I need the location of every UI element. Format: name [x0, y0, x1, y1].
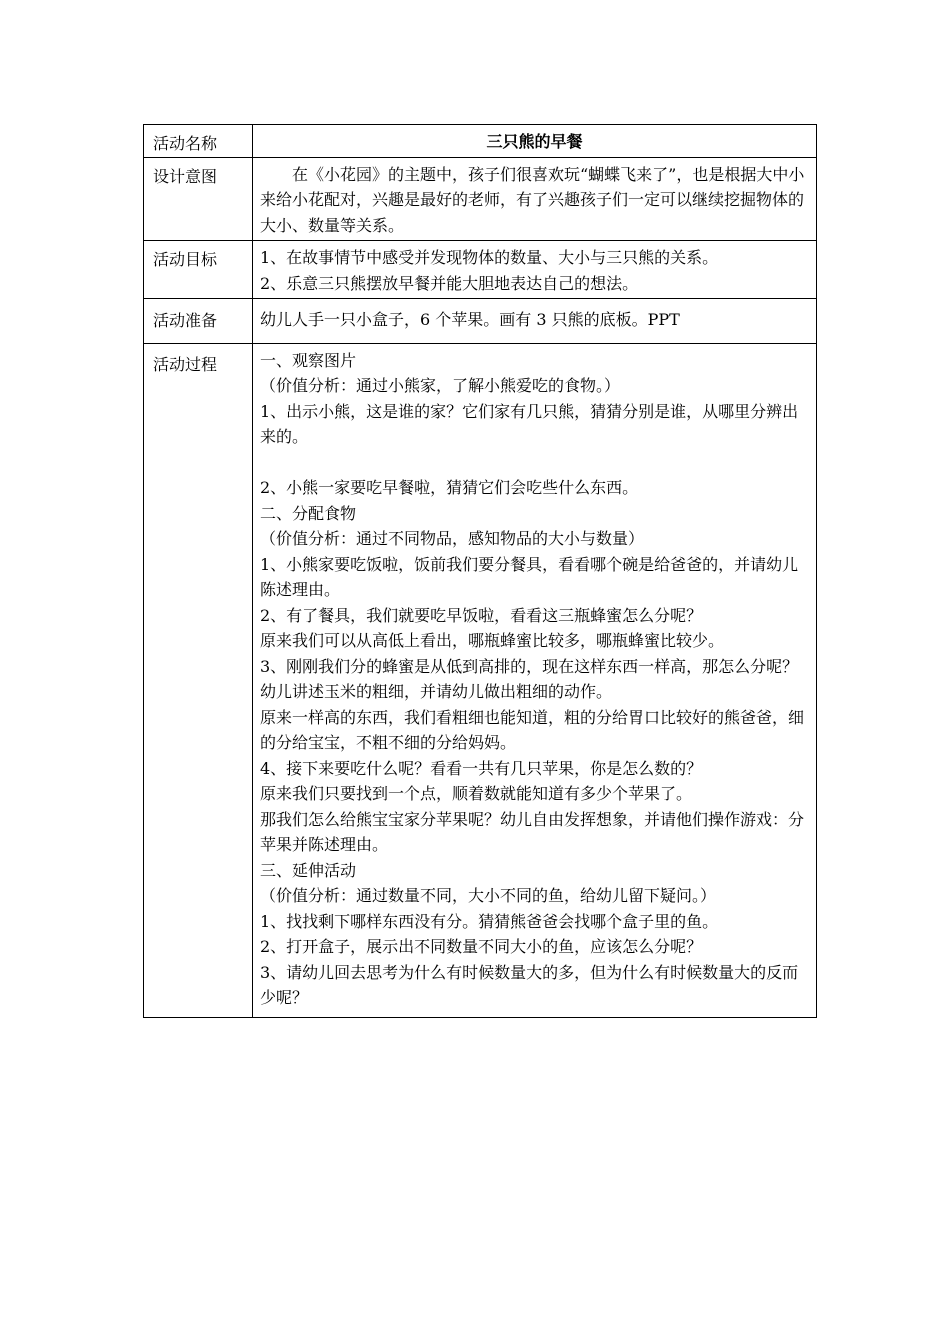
goal-line: 1、在故事情节中感受并发现物体的数量、大小与三只熊的关系。: [260, 248, 719, 267]
row-design-intent: [144, 157, 817, 241]
label-activity-process: 活动过程: [144, 343, 253, 1017]
process-line: 2、打开盒子，展示出不同数量不同大小的鱼，应该怎么分呢？: [260, 937, 703, 956]
row-activity-process: [144, 343, 817, 1017]
process-line: 那我们怎么给熊宝宝家分苹果呢？幼儿自由发挥想象，并请他们操作游戏：分: [260, 809, 805, 829]
activity-goals-cell: [253, 241, 817, 299]
process-line: 陈述理由。: [260, 580, 341, 599]
process-line: 的分给宝宝，不粗不细的分给妈妈。: [260, 733, 517, 752]
row-activity-name: [144, 125, 817, 158]
process-line: 原来一样高的东西，我们看粗细也能知道，粗的分给胃口比较好的熊爸爸，细: [260, 707, 805, 727]
label-activity-prep: 活动准备: [144, 299, 253, 344]
row-activity-prep: [144, 299, 817, 344]
process-line: 三、延伸活动: [260, 860, 357, 880]
process-line: （价值分析：通过数量不同，大小不同的鱼，给幼儿留下疑问。）: [260, 886, 717, 905]
activity-title: 三只熊的早餐: [253, 125, 817, 158]
process-line: 1、小熊家要吃饭啦，饭前我们要分餐具，看看哪个碗是给爸爸的，并请幼儿: [260, 554, 799, 574]
activity-plan-table: [143, 124, 817, 1018]
process-line: 1、找找剩下哪样东西没有分。猜猜熊爸爸会找哪个盒子里的鱼。: [260, 911, 719, 931]
label-design-intent: 设计意图: [144, 157, 253, 241]
design-intent-cell: [253, 157, 817, 241]
label-activity-name: 活动名称: [144, 125, 253, 158]
process-line: 4、接下来要吃什么呢？看看一共有几只苹果，你是怎么数的？: [260, 758, 703, 778]
process-line: 原来我们可以从高低上看出，哪瓶蜂蜜比较多，哪瓶蜂蜜比较少。: [260, 631, 725, 650]
blank-line: [260, 450, 812, 476]
process-line: 3、请幼儿回去思考为什么有时候数量大的多，但为什么有时候数量大的反而: [260, 962, 799, 982]
process-line: 原来我们只要找到一个点，顺着数就能知道有多少个苹果了。: [260, 784, 693, 803]
row-activity-goals: [144, 241, 817, 299]
process-line: 3、刚刚我们分的蜂蜜是从低到高排的，现在这样东西一样高，那怎么分呢？: [260, 656, 799, 676]
process-line: 一、观察图片: [260, 350, 357, 370]
process-line: 1、出示小熊，这是谁的家？它们家有几只熊，猜猜分别是谁，从哪里分辨出来的。: [260, 401, 799, 446]
process-line: 2、有了餐具，我们就要吃早饭啦，看看这三瓶蜂蜜怎么分呢？: [260, 605, 703, 625]
process-line: 二、分配食物: [260, 503, 357, 523]
goal-line: 2、乐意三只熊摆放早餐并能大胆地表达自己的想法。: [260, 273, 639, 293]
activity-process-cell: [253, 343, 817, 1017]
prep-text: 幼儿人手一只小盒子，6 个苹果。画有 3 只熊的底板。PPT: [260, 310, 680, 329]
process-line: 少呢？: [260, 988, 309, 1007]
process-line: 苹果并陈述理由。: [260, 835, 389, 854]
process-line: 幼儿讲述玉米的粗细，并请幼儿做出粗细的动作。: [260, 682, 613, 701]
design-intent-text: 在《小花园》的主题中，孩子们很喜欢玩“蝴蝶飞来了”，也是根据大中小来给小花配对，兴趣是最好的老师，有了兴趣孩子们一定可以继续挖掘物体的大小、数量等关系。: [260, 164, 805, 235]
label-activity-goals: 活动目标: [144, 241, 253, 299]
process-line: （价值分析：通过小熊家，了解小熊爱吃的食物。）: [260, 376, 621, 395]
activity-prep-cell: [253, 299, 817, 344]
process-line: （价值分析：通过不同物品，感知物品的大小与数量）: [260, 529, 645, 548]
process-line: 2、小熊一家要吃早餐啦，猜猜它们会吃些什么东西。: [260, 478, 639, 497]
